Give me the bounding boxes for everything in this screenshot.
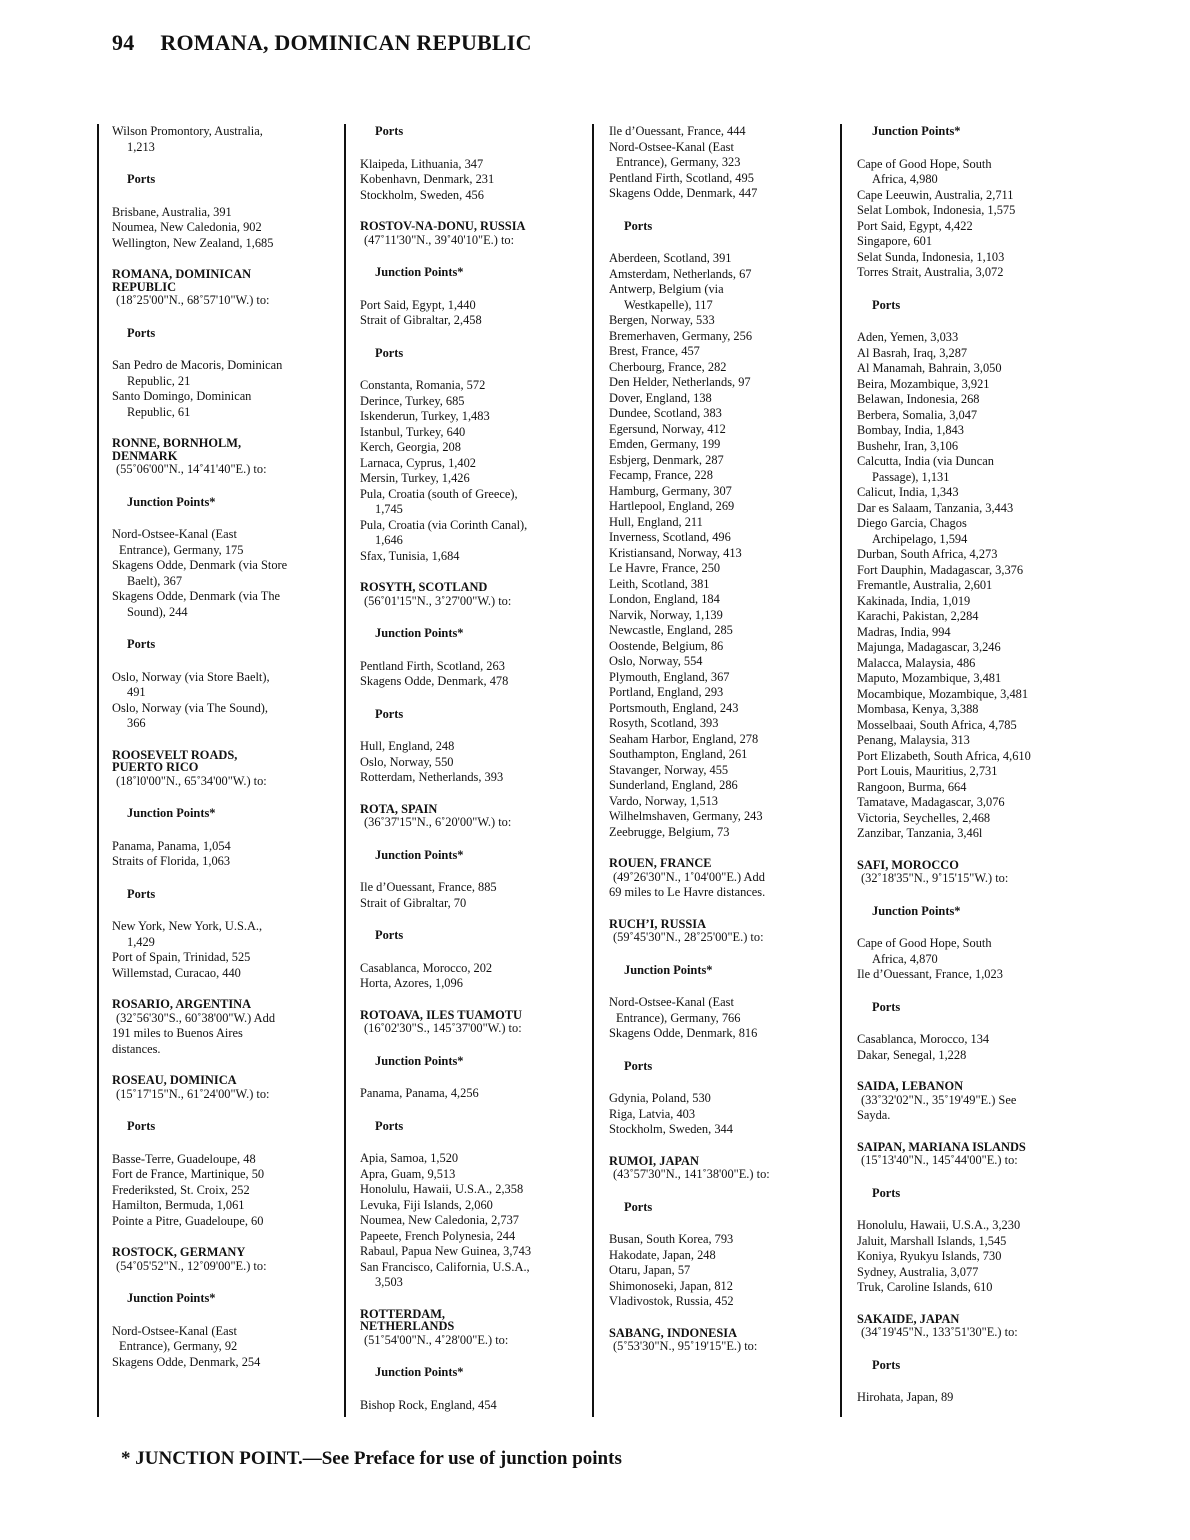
entry-continuation: 491: [127, 685, 146, 699]
entry-line: Mosselbaai, South Africa, 4,785: [857, 717, 1017, 732]
place-heading: ROTOAVA, ILES TUAMOTU: [360, 1007, 522, 1022]
entry-line: Nord-Ostsee-Kanal (East: [112, 527, 237, 541]
entry-line: Santo Domingo, Dominican: [112, 389, 252, 403]
entry-line: Pentland Firth, Scotland, 495: [609, 170, 754, 185]
entry-continuation: 1,745: [375, 502, 403, 516]
entry-line: Bushehr, Iran, 3,106: [857, 438, 959, 453]
entry-line: Stockholm, Sweden, 456: [360, 187, 484, 202]
section-label: Junction Points*: [872, 124, 961, 138]
entry-continuation: Entrance), Germany, 175: [119, 542, 244, 557]
column-rule: [592, 124, 594, 1417]
entry-line: Leith, Scotland, 381: [609, 576, 710, 591]
entry-line: Pentland Firth, Scotland, 263: [360, 658, 505, 673]
entry-line: Kristiansand, Norway, 413: [609, 545, 742, 560]
place-heading: PUERTO RICO: [112, 760, 199, 774]
place-heading: NETHERLANDS: [360, 1319, 455, 1333]
entry-line: Plymouth, England, 367: [609, 669, 730, 684]
place-heading: ROSARIO, ARGENTINA: [112, 997, 252, 1011]
page-header: [112, 30, 532, 56]
section-label: Ports: [127, 886, 156, 901]
entry-line: Karachi, Pakistan, 2,284: [857, 609, 979, 623]
entry-line: Madras, India, 994: [857, 624, 951, 639]
entry-line: Otaru, Japan, 57: [609, 1263, 691, 1277]
coordinates: (49˚26'30"N., 1˚04'00"E.) Add: [613, 869, 765, 884]
entry-line: Straits of Florida, 1,063: [112, 854, 231, 868]
entry-line: Riga, Latvia, 403: [609, 1106, 696, 1121]
entry-line: Port Said, Egypt, 4,422: [857, 218, 973, 233]
entry-line: Hull, England, 211: [609, 514, 703, 529]
entry-line: Victoria, Seychelles, 2,468: [857, 810, 991, 825]
column-rule: [97, 124, 99, 1417]
place-heading: SAKAIDE, JAPAN: [857, 1311, 960, 1326]
entry-line: Sayda.: [857, 1108, 891, 1122]
entry-line: distances.: [112, 1041, 161, 1056]
entry-line: Egersund, Norway, 412: [609, 421, 726, 436]
entry-line: San Francisco, California, U.S.A.,: [360, 1259, 530, 1274]
coordinates: (59˚45'30"N., 28˚25'00"E.) to:: [613, 930, 764, 944]
entry-line: London, England, 184: [609, 592, 720, 606]
entry-line: Antwerp, Belgium (via: [609, 282, 724, 296]
section-label: Junction Points*: [127, 494, 216, 509]
entry-line: Calicut, India, 1,343: [857, 485, 959, 499]
section-label: Junction Points*: [375, 265, 464, 279]
entry-line: Ile d’Ouessant, France, 885: [360, 880, 497, 894]
place-heading: ROUEN, FRANCE: [609, 856, 712, 870]
entry-continuation: 3,503: [375, 1275, 403, 1289]
entry-line: Aden, Yemen, 3,033: [857, 330, 959, 344]
entry-line: Skagens Odde, Denmark, 254: [112, 1354, 261, 1369]
entry-line: Hull, England, 248: [360, 739, 455, 753]
entry-line: Willemstad, Curacao, 440: [112, 965, 241, 980]
entry-line: Skagens Odde, Denmark, 447: [609, 186, 758, 200]
place-heading: RUCH’I, RUSSIA: [609, 916, 707, 931]
entry-line: Gdynia, Poland, 530: [609, 1091, 711, 1105]
entry-continuation: Entrance), Germany, 323: [616, 155, 741, 169]
entry-line: Malacca, Malaysia, 486: [857, 655, 976, 670]
entry-line: Constanta, Romania, 572: [360, 378, 486, 392]
place-heading: ROSEAU, DOMINICA: [112, 1073, 237, 1087]
entry-line: Koniya, Ryukyu Islands, 730: [857, 1249, 1002, 1263]
entry-line: Hakodate, Japan, 248: [609, 1247, 716, 1262]
coordinates: (18˚25'00"N., 68˚57'10"W.) to:: [116, 293, 270, 307]
entry-line: Dundee, Scotland, 383: [609, 406, 722, 420]
place-heading: REPUBLIC: [112, 279, 177, 294]
entry-continuation: 366: [127, 716, 146, 730]
entry-continuation: Entrance), Germany, 766: [616, 1010, 741, 1025]
entry-line: Le Havre, France, 250: [609, 561, 721, 575]
entry-line: Oslo, Norway, 550: [360, 754, 454, 769]
entry-line: Fecamp, France, 228: [609, 468, 713, 482]
entry-continuation: 1,213: [127, 139, 155, 154]
page-title: ROMANA, DOMINICAN REPUBLIC: [160, 30, 532, 55]
entry-line: Noumea, New Caledonia, 902: [112, 220, 262, 234]
text-column-4: [857, 124, 1083, 1406]
junction-point-footnote: * JUNCTION POINT.—See Preface for use of junction points: [121, 1448, 622, 1469]
entry-continuation: Republic, 61: [127, 404, 191, 419]
entry-line: Oslo, Norway, 554: [609, 654, 703, 668]
entry-line: Horta, Azores, 1,096: [360, 976, 463, 990]
text-column-1: [112, 124, 338, 1370]
entry-continuation: Republic, 21: [127, 373, 191, 388]
coordinates: (5˚53'30"N., 95˚19'15"E.) to:: [613, 1339, 758, 1353]
entry-line: Sunderland, England, 286: [609, 778, 738, 792]
entry-line: Busan, South Korea, 793: [609, 1232, 734, 1246]
place-heading: ROSTOV-NA-DONU, RUSSIA: [360, 219, 526, 233]
entry-line: Nord-Ostsee-Kanal (East: [609, 995, 734, 1009]
entry-line: Dar es Salaam, Tanzania, 3,443: [857, 500, 1014, 515]
place-heading: ROTTERDAM,: [360, 1306, 446, 1321]
entry-line: Portsmouth, England, 243: [609, 700, 739, 715]
section-label: Ports: [872, 999, 901, 1014]
section-label: Ports: [127, 325, 156, 340]
entry-line: 191 miles to Buenos Aires: [112, 1026, 243, 1040]
entry-line: Pula, Croatia (south of Greece),: [360, 486, 518, 501]
section-label: Ports: [872, 1185, 901, 1200]
entry-line: Vardo, Norway, 1,513: [609, 793, 718, 808]
section-label: Junction Points*: [127, 1291, 216, 1305]
entry-line: Sfax, Tunisia, 1,684: [360, 548, 460, 563]
entry-line: Klaipeda, Lithuania, 347: [360, 156, 484, 171]
entry-line: Maputo, Mozambique, 3,481: [857, 671, 1002, 685]
section-label: Ports: [375, 706, 404, 721]
entry-line: Al Manamah, Bahrain, 3,050: [857, 361, 1002, 375]
entry-line: Strait of Gibraltar, 2,458: [360, 313, 482, 327]
section-label: Junction Points*: [375, 847, 464, 862]
entry-line: Port Elizabeth, South Africa, 4,610: [857, 748, 1031, 763]
entry-line: Basse-Terre, Guadeloupe, 48: [112, 1151, 256, 1166]
section-label: Ports: [872, 297, 901, 312]
place-heading: SAFI, MOROCCO: [857, 857, 959, 872]
entry-line: Pula, Croatia (via Corinth Canal),: [360, 517, 528, 532]
entry-continuation: Sound), 244: [127, 604, 188, 619]
entry-line: Nord-Ostsee-Kanal (East: [609, 139, 734, 154]
entry-line: Honolulu, Hawaii, U.S.A., 2,358: [360, 1182, 524, 1196]
entry-line: Stockholm, Sweden, 344: [609, 1122, 733, 1136]
entry-line: Belawan, Indonesia, 268: [857, 392, 980, 406]
section-label: Ports: [375, 1118, 404, 1133]
entry-line: Zanzibar, Tanzania, 3,46l: [857, 826, 983, 840]
entry-line: Mocambique, Mozambique, 3,481: [857, 686, 1029, 701]
entry-line: Istanbul, Turkey, 640: [360, 424, 466, 439]
entry-line: Ile d’Ouessant, France, 1,023: [857, 967, 1003, 981]
entry-line: Rangoon, Burma, 664: [857, 779, 967, 794]
entry-line: Ile d’Ouessant, France, 444: [609, 124, 746, 138]
section-label: Junction Points*: [375, 1053, 464, 1068]
entry-line: Kerch, Georgia, 208: [360, 440, 461, 454]
coordinates: (51˚54'00"N., 4˚28'00"E.) to:: [364, 1332, 509, 1347]
entry-line: Kakinada, India, 1,019: [857, 593, 971, 608]
entry-line: Skagens Odde, Denmark (via Store: [112, 558, 288, 572]
entry-line: Berbera, Somalia, 3,047: [857, 407, 978, 422]
section-label: Ports: [375, 124, 404, 138]
entry-line: Panama, Panama, 4,256: [360, 1086, 479, 1100]
entry-line: Majunga, Madagascar, 3,246: [857, 640, 1001, 654]
entry-line: Frederiksted, St. Croix, 252: [112, 1182, 250, 1197]
column-rule: [344, 124, 346, 1417]
entry-line: Singapore, 601: [857, 234, 933, 248]
entry-line: Fremantle, Australia, 2,601: [857, 578, 993, 592]
entry-line: Iskenderun, Turkey, 1,483: [360, 409, 490, 423]
place-heading: DENMARK: [112, 448, 178, 463]
section-label: Ports: [624, 1199, 653, 1214]
coordinates: (18˚l0'00"N., 65˚34'00"W.) to:: [116, 773, 267, 788]
entry-line: Brisbane, Australia, 391: [112, 204, 232, 219]
column-rule: [840, 124, 842, 1417]
entry-line: Vladivostok, Russia, 452: [609, 1294, 734, 1308]
entry-line: Zeebrugge, Belgium, 73: [609, 824, 730, 839]
entry-line: Selat Sunda, Indonesia, 1,103: [857, 249, 1005, 264]
place-heading: SAIDA, LEBANON: [857, 1079, 964, 1093]
entry-line: Noumea, New Caledonia, 2,737: [360, 1213, 519, 1227]
entry-line: Fort Dauphin, Madagascar, 3,376: [857, 562, 1024, 577]
entry-line: Tamatave, Madagascar, 3,076: [857, 795, 1005, 809]
entry-line: Southampton, England, 261: [609, 747, 748, 761]
entry-line: Jaluit, Marshall Islands, 1,545: [857, 1233, 1007, 1248]
entry-line: Durban, South Africa, 4,273: [857, 547, 998, 561]
place-heading: ROOSEVELT ROADS,: [112, 747, 238, 762]
entry-line: Port of Spain, Trinidad, 525: [112, 950, 251, 964]
entry-line: Mersin, Turkey, 1,426: [360, 471, 470, 485]
entry-line: Casablanca, Morocco, 134: [857, 1032, 990, 1046]
coordinates: (33˚32'02"N., 35˚19'49"E.) See: [861, 1092, 1017, 1107]
entry-line: Torres Strait, Australia, 3,072: [857, 265, 1004, 279]
entry-line: Nord-Ostsee-Kanal (East: [112, 1323, 237, 1338]
entry-continuation: Entrance), Germany, 92: [119, 1339, 238, 1353]
entry-line: Emden, Germany, 199: [609, 437, 721, 451]
entry-line: Oslo, Norway (via The Sound),: [112, 700, 269, 715]
entry-line: Al Basrah, Iraq, 3,287: [857, 345, 968, 360]
entry-line: Bishop Rock, England, 454: [360, 1397, 497, 1412]
entry-line: Hartlepool, England, 269: [609, 499, 735, 513]
section-label: Ports: [127, 1119, 156, 1133]
coordinates: (36˚37'15"N., 6˚20'00"W.) to:: [364, 815, 512, 829]
entry-line: Newcastle, England, 285: [609, 623, 733, 637]
entry-continuation: Archipelago, 1,594: [872, 531, 968, 546]
entry-line: New York, New York, U.S.A.,: [112, 919, 263, 933]
section-label: Ports: [624, 1058, 653, 1073]
entry-line: Truk, Caroline Islands, 610: [857, 1280, 993, 1294]
place-heading: RUMOI, JAPAN: [609, 1153, 699, 1168]
entry-line: Aberdeen, Scotland, 391: [609, 251, 732, 265]
entry-line: Bremerhaven, Germany, 256: [609, 328, 753, 343]
entry-line: Skagens Odde, Denmark, 816: [609, 1026, 758, 1040]
entry-line: Bombay, India, 1,843: [857, 423, 964, 437]
entry-line: Panama, Panama, 1,054: [112, 838, 231, 853]
coordinates: (56˚01'15"N., 3˚27'00"W.) to:: [364, 593, 512, 608]
entry-line: Rabaul, Papua New Guinea, 3,743: [360, 1244, 532, 1258]
entry-continuation: Baelt), 367: [127, 573, 183, 588]
entry-line: Hamilton, Bermuda, 1,061: [112, 1198, 245, 1212]
entry-line: Oostende, Belgium, 86: [609, 638, 724, 653]
entry-line: Papeete, French Polynesia, 244: [360, 1228, 516, 1243]
section-label: Ports: [624, 218, 653, 233]
entry-line: Portland, England, 293: [609, 685, 724, 699]
entry-line: San Pedro de Macoris, Dominican: [112, 358, 283, 372]
entry-line: Dakar, Senegal, 1,228: [857, 1047, 967, 1062]
text-column-2: [360, 124, 586, 1413]
coordinates: (54˚05'52"N., 12˚09'00"E.) to:: [116, 1258, 267, 1273]
entry-line: Den Helder, Netherlands, 97: [609, 375, 751, 389]
coordinates: (43˚57'30"N., 141˚38'00"E.) to:: [613, 1167, 770, 1181]
coordinates: (15˚13'40"N., 145˚44'00"E.) to:: [861, 1153, 1018, 1167]
entry-line: Shimonoseki, Japan, 812: [609, 1278, 733, 1293]
entry-line: Diego Garcia, Chagos: [857, 516, 967, 530]
entry-line: Cape of Good Hope, South: [857, 936, 992, 950]
section-label: Ports: [375, 928, 404, 942]
entry-continuation: Passage), 1,131: [872, 469, 950, 484]
entry-line: Sydney, Australia, 3,077: [857, 1264, 979, 1279]
coordinates: (15˚17'15"N., 61˚24'00"W.) to:: [116, 1086, 270, 1101]
entry-line: Pointe a Pitre, Guadeloupe, 60: [112, 1213, 264, 1228]
entry-line: Casablanca, Morocco, 202: [360, 960, 493, 975]
coordinates: (34˚19'45"N., 133˚51'30"E.) to:: [861, 1325, 1018, 1339]
place-heading: SAIPAN, MARIANA ISLANDS: [857, 1139, 1026, 1154]
entry-continuation: 1,429: [127, 934, 155, 949]
entry-line: Bergen, Norway, 533: [609, 313, 715, 327]
entry-line: Port Louis, Mauritius, 2,731: [857, 764, 998, 778]
entry-continuation: Africa, 4,870: [872, 951, 938, 966]
entry-line: Narvik, Norway, 1,139: [609, 607, 723, 622]
coordinates: (32˚18'35"N., 9˚15'15"W.) to:: [861, 871, 1009, 885]
entry-line: Inverness, Scotland, 496: [609, 530, 731, 544]
entry-line: Derince, Turkey, 685: [360, 393, 465, 408]
entry-line: Selat Lombok, Indonesia, 1,575: [857, 203, 1016, 217]
entry-line: Honolulu, Hawaii, U.S.A., 3,230: [857, 1218, 1021, 1232]
coordinates: (47˚11'30"N., 39˚40'10"E.) to:: [364, 232, 515, 247]
entry-continuation: Westkapelle), 117: [624, 297, 713, 312]
entry-line: Larnaca, Cyprus, 1,402: [360, 455, 476, 470]
section-label: Ports: [127, 637, 156, 651]
entry-line: Cape of Good Hope, South: [857, 156, 992, 171]
section-label: Junction Points*: [375, 626, 464, 640]
place-heading: ROMANA, DOMINICAN: [112, 267, 252, 281]
entry-line: Apra, Guam, 9,513: [360, 1166, 456, 1181]
entry-line: Port Said, Egypt, 1,440: [360, 297, 476, 312]
entry-line: Mombasa, Kenya, 3,388: [857, 702, 979, 716]
section-label: Ports: [375, 345, 404, 360]
place-heading: SABANG, INDONESIA: [609, 1325, 738, 1340]
place-heading: ROSYTH, SCOTLAND: [360, 580, 488, 594]
place-heading: ROTA, SPAIN: [360, 801, 438, 816]
coordinates: (16˚02'30"S., 145˚37'00"W.) to:: [364, 1021, 522, 1035]
entry-line: Beira, Mozambique, 3,921: [857, 376, 990, 391]
entry-line: Stavanger, Norway, 455: [609, 762, 729, 777]
entry-line: Strait of Gibraltar, 70: [360, 895, 467, 910]
text-column-3: [609, 124, 835, 1355]
entry-line: Kobenhavn, Denmark, 231: [360, 172, 495, 186]
entry-line: Rosyth, Scotland, 393: [609, 716, 719, 730]
section-label: Ports: [127, 172, 156, 186]
section-label: Ports: [872, 1357, 901, 1372]
entry-continuation: Africa, 4,980: [872, 172, 938, 186]
entry-line: Oslo, Norway (via Store Baelt),: [112, 669, 270, 684]
entry-line: Calcutta, India (via Duncan: [857, 454, 994, 468]
entry-line: Seaham Harbor, England, 278: [609, 731, 759, 746]
place-heading: RONNE, BORNHOLM,: [112, 436, 242, 450]
entry-line: Hirohata, Japan, 89: [857, 1390, 954, 1404]
entry-line: Amsterdam, Netherlands, 67: [609, 266, 752, 281]
entry-line: Cherbourg, France, 282: [609, 359, 727, 374]
entry-line: Wilhelmshaven, Germany, 243: [609, 809, 763, 823]
coordinates: (55˚06'00"N., 14˚41'40"E.) to:: [116, 462, 267, 476]
entry-line: Hamburg, Germany, 307: [609, 483, 732, 498]
page-number: 94: [112, 30, 135, 55]
entry-line: Brest, France, 457: [609, 344, 700, 358]
entry-line: Levuka, Fiji Islands, 2,060: [360, 1197, 493, 1212]
entry-line: Cape Leeuwin, Australia, 2,711: [857, 187, 1014, 202]
entry-line: Skagens Odde, Denmark, 478: [360, 674, 509, 688]
entry-line: Wellington, New Zealand, 1,685: [112, 235, 274, 250]
entry-line: Apia, Samoa, 1,520: [360, 1151, 459, 1165]
coordinates: (32˚56'30"S., 60˚38'00"W.) Add: [116, 1010, 276, 1025]
entry-line: Rotterdam, Netherlands, 393: [360, 770, 504, 784]
section-label: Junction Points*: [624, 962, 713, 977]
entry-line: 69 miles to Le Havre distances.: [609, 885, 766, 899]
entry-continuation: 1,646: [375, 533, 403, 547]
section-label: Junction Points*: [375, 1365, 464, 1379]
section-label: Junction Points*: [872, 903, 961, 918]
place-heading: ROSTOCK, GERMANY: [112, 1245, 246, 1259]
section-label: Junction Points*: [127, 806, 216, 820]
entry-line: Fort de France, Martinique, 50: [112, 1167, 265, 1181]
entry-line: Penang, Malaysia, 313: [857, 733, 970, 747]
entry-line: Skagens Odde, Denmark (via The: [112, 589, 281, 603]
entry-line: Dover, England, 138: [609, 390, 712, 405]
entry-line: Wilson Promontory, Australia,: [112, 124, 263, 138]
entry-line: Esbjerg, Denmark, 287: [609, 452, 724, 467]
